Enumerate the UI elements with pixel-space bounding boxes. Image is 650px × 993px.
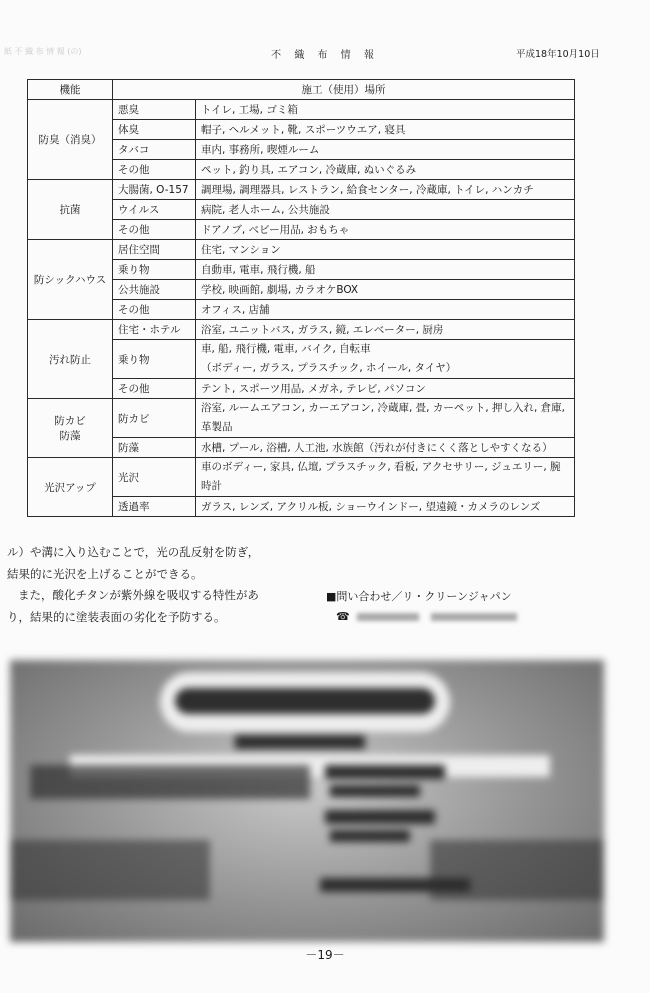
place-cell <box>196 340 575 379</box>
table-header-row <box>28 80 575 100</box>
subcategory-cell: 乗り物 <box>113 260 196 280</box>
category-antibac: 抗菌 <box>28 180 113 240</box>
table-row <box>28 320 575 340</box>
subcategory-cell: 防藻 <box>113 438 196 458</box>
place-cell: 帽子, ヘルメット, 靴, スポーツウエア, 寝具 <box>196 120 575 140</box>
category-mold <box>28 399 113 458</box>
issue-date: 平成18年10月10日 <box>516 49 600 60</box>
place-cell: トイレ, 工場, ゴミ箱 <box>196 100 575 120</box>
place-cell: 住宅, マンション <box>196 240 575 260</box>
place-cell: オフィス, 店舗 <box>196 300 575 320</box>
body-line: 結果的に光沢を上げることができる。 <box>7 567 203 581</box>
place-cell: 浴室, ユニットバス, ガラス, 鏡, エレベーター, 厨房 <box>196 320 575 340</box>
subcategory-cell: その他 <box>113 379 196 399</box>
subcategory-cell: 体臭 <box>113 120 196 140</box>
subcategory-cell: その他 <box>113 300 196 320</box>
blurred-advertisement-image <box>10 660 604 942</box>
redacted-fax <box>431 613 517 621</box>
contact-phone-line <box>336 610 517 623</box>
phone-icon: ☎ <box>336 610 350 623</box>
subcategory-cell: その他 <box>113 160 196 180</box>
subcategory-cell: 住宅・ホテル <box>113 320 196 340</box>
body-paragraph-2 <box>7 584 259 628</box>
category-algae-line: 防藻 <box>59 430 81 442</box>
subcategory-cell: ウイルス <box>113 200 196 220</box>
place-cell: 車のボディー, 家具, 仏壇, プラスチック, 看板, アクセサリー, ジュエリー, 腕時計 <box>196 458 575 497</box>
place-cell: 調理場, 調理器具, レストラン, 給食センター, 冷蔵庫, トイレ, ハンカチ <box>196 180 575 200</box>
place-cell: 自動車, 電車, 飛行機, 船 <box>196 260 575 280</box>
newsletter-title: 不 織 布 情 報 <box>271 50 379 61</box>
place-cell: 車内, 事務所, 喫煙ルーム <box>196 140 575 160</box>
subcategory-cell: 居住空間 <box>113 240 196 260</box>
category-stain: 汚れ防止 <box>28 320 113 399</box>
table-row <box>28 399 575 438</box>
contact-heading: ■問い合わせ／リ・クリーンジャパン <box>326 590 512 603</box>
category-deodor: 防臭（消臭） <box>28 100 113 180</box>
place-cell: 病院, 老人ホーム, 公共施設 <box>196 200 575 220</box>
place-line: 車, 船, 飛行機, 電車, バイク, 自転車 <box>201 343 371 355</box>
subcategory-cell: タバコ <box>113 140 196 160</box>
place-line: （ボディー, ガラス, プラスチック, ホイール, タイヤ） <box>201 362 457 374</box>
place-cell: 浴室, ルームエアコン, カーエアコン, 冷蔵庫, 畳, カーペット, 押し入れ, 倉庫, 革製品 <box>196 399 575 438</box>
body-line: ル）や溝に入り込むことで，光の乱反射を防ぎ， <box>7 545 260 559</box>
redacted-phone <box>357 613 419 621</box>
place-cell: ドアノブ, ベビー用品, おもちゃ <box>196 220 575 240</box>
table-row <box>28 458 575 497</box>
subcategory-cell: 乗り物 <box>113 340 196 379</box>
function-usage-table <box>27 79 575 517</box>
subcategory-cell: 透過率 <box>113 497 196 517</box>
place-cell: ペット, 釣り具, エアコン, 冷蔵庫, ぬいぐるみ <box>196 160 575 180</box>
category-mold-line: 防カビ <box>54 415 86 427</box>
subcategory-cell: 光沢 <box>113 458 196 497</box>
subcategory-cell: 防カビ <box>113 399 196 438</box>
body-line: り，結果的に塗装表面の劣化を予防する。 <box>7 610 226 624</box>
table-row <box>28 100 575 120</box>
faint-bleed-text: 紙 不 織 布 情 報 (の) <box>4 47 82 56</box>
place-cell: 学校, 映画館, 劇場, カラオケBOX <box>196 280 575 300</box>
body-line: また，酸化チタンが紫外線を吸収する特性があ <box>18 588 259 602</box>
place-cell: 水槽, プール, 浴槽, 人工池, 水族館（汚れが付きにくく落としやすくなる） <box>196 438 575 458</box>
subcategory-cell: 悪臭 <box>113 100 196 120</box>
place-cell: テント, スポーツ用品, メガネ, テレビ, パソコン <box>196 379 575 399</box>
page-number: －19－ <box>305 948 345 962</box>
column-header-place: 施工（使用）場所 <box>113 80 575 100</box>
category-sick-house: 防シックハウス <box>28 240 113 320</box>
body-paragraph-1 <box>7 541 259 585</box>
column-header-function: 機能 <box>28 80 113 100</box>
subcategory-cell: その他 <box>113 220 196 240</box>
category-gloss: 光沢アップ <box>28 458 113 517</box>
subcategory-cell: 大腸菌, O-157 <box>113 180 196 200</box>
subcategory-cell: 公共施設 <box>113 280 196 300</box>
table-row <box>28 240 575 260</box>
place-cell: ガラス, レンズ, アクリル板, ショーウインドー, 望遠鏡・カメラのレンズ <box>196 497 575 517</box>
table-row <box>28 180 575 200</box>
